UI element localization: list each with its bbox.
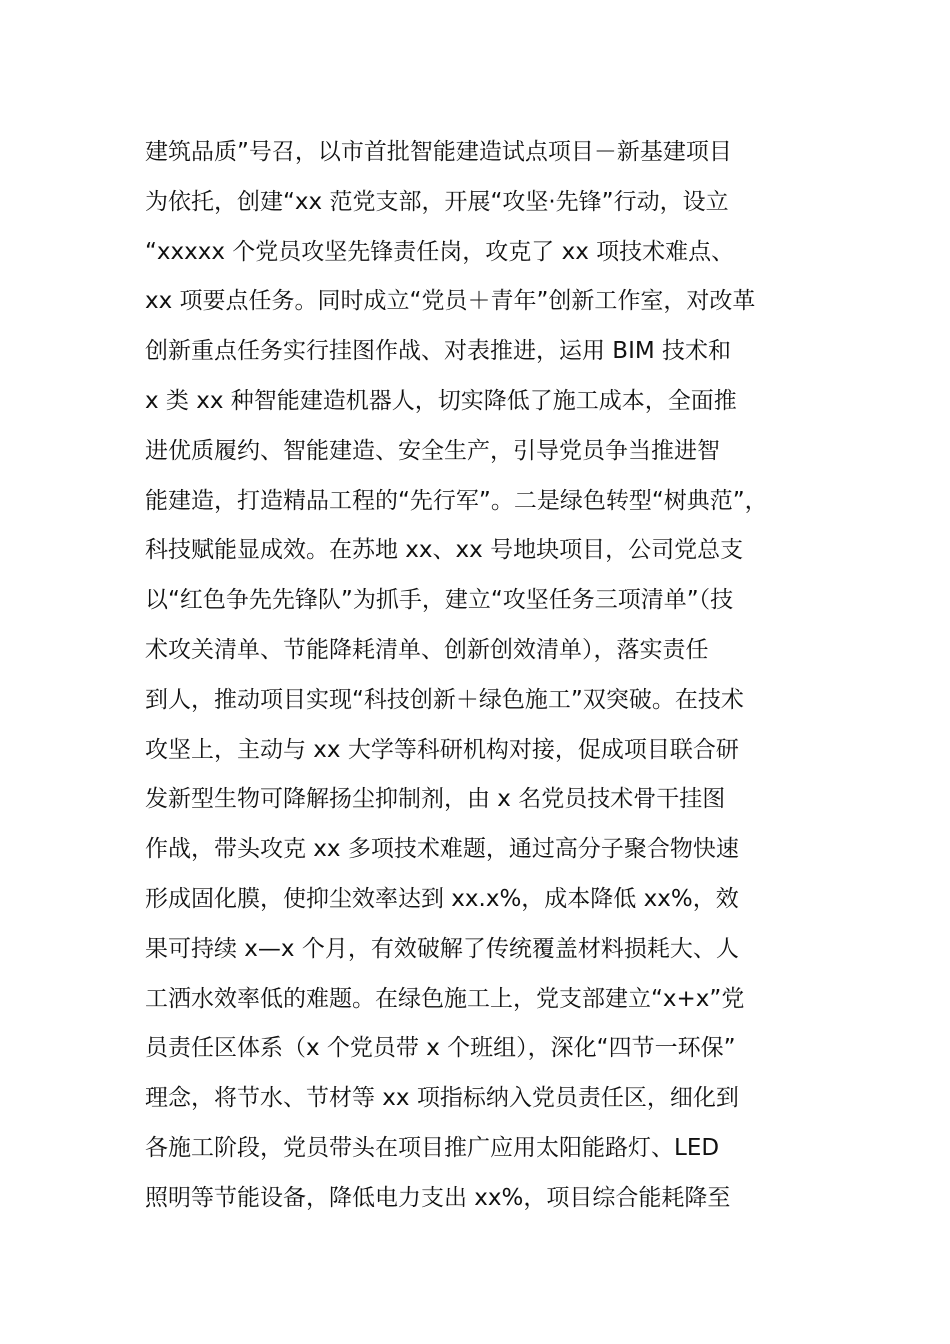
text-line: 照明等节能设备，降低电力支出 xx%，项目综合能耗降至 xyxy=(145,1184,731,1211)
text-line: 各施工阶段，党员带头在项目推广应用太阳能路灯、LED xyxy=(145,1134,720,1161)
text-line: 果可持续 x—x 个月，有效破解了传统覆盖材料损耗大、人 xyxy=(145,935,739,962)
text-line: 为依托，创建“xx 范党支部，开展“攻坚·先锋”行动，设立 xyxy=(145,188,729,215)
text-line: 发新型生物可降解扬尘抑制剂，由 x 名党员技术骨干挂图 xyxy=(145,786,726,813)
text-line: x 类 xx 种智能建造机器人，切实降低了施工成本，全面推 xyxy=(145,387,737,414)
text-line: 科技赋能显成效。在苏地 xx、xx 号地块项目，公司党总支 xyxy=(145,537,744,564)
text-line: 创新重点任务实行挂图作战、对表推进，运用 BIM 技术和 xyxy=(145,338,732,365)
text-line: 以“红色争先先锋队”为抓手，建立“攻坚任务三项清单”（技 xyxy=(145,587,734,614)
text-line: 建筑品质”号召，以市首批智能建造试点项目－新基建项目 xyxy=(145,139,732,165)
text-line: 能建造，打造精品工程的“先行军”。二是绿色转型“树典范”， xyxy=(145,487,768,514)
text-line: 术攻关清单、节能降耗清单、创新创效清单），落实责任 xyxy=(145,636,709,663)
text-line: 进优质履约、智能建造、安全生产，引导党员争当推进智 xyxy=(145,437,720,464)
text-line: 到人，推动项目实现“科技创新＋绿色施工”双突破。在技术 xyxy=(145,686,744,713)
text-line: 作战，带头攻克 xx 多项技术难题，通过高分子聚合物快速 xyxy=(145,836,739,863)
text-line: 攻坚上，主动与 xx 大学等科研机构对接，促成项目联合研 xyxy=(145,736,739,763)
text-line: 形成固化膜，使抑尘效率达到 xx.x%，成本降低 xx%，效 xyxy=(145,885,739,912)
body-text xyxy=(145,128,845,1224)
text-line: xx 项要点任务。同时成立“党员＋青年”创新工作室，对改革 xyxy=(145,288,756,315)
text-line: 员责任区体系（x 个党员带 x 个班组），深化“四节一环保” xyxy=(145,1035,736,1062)
text-line: “xxxxx 个党员攻坚先锋责任岗，攻克了 xx 项技术难点、 xyxy=(145,238,735,265)
text-line: 工洒水效率低的难题。在绿色施工上，党支部建立“x+x”党 xyxy=(145,985,745,1012)
text-line: 理念，将节水、节材等 xx 项指标纳入党员责任区，细化到 xyxy=(145,1085,739,1112)
